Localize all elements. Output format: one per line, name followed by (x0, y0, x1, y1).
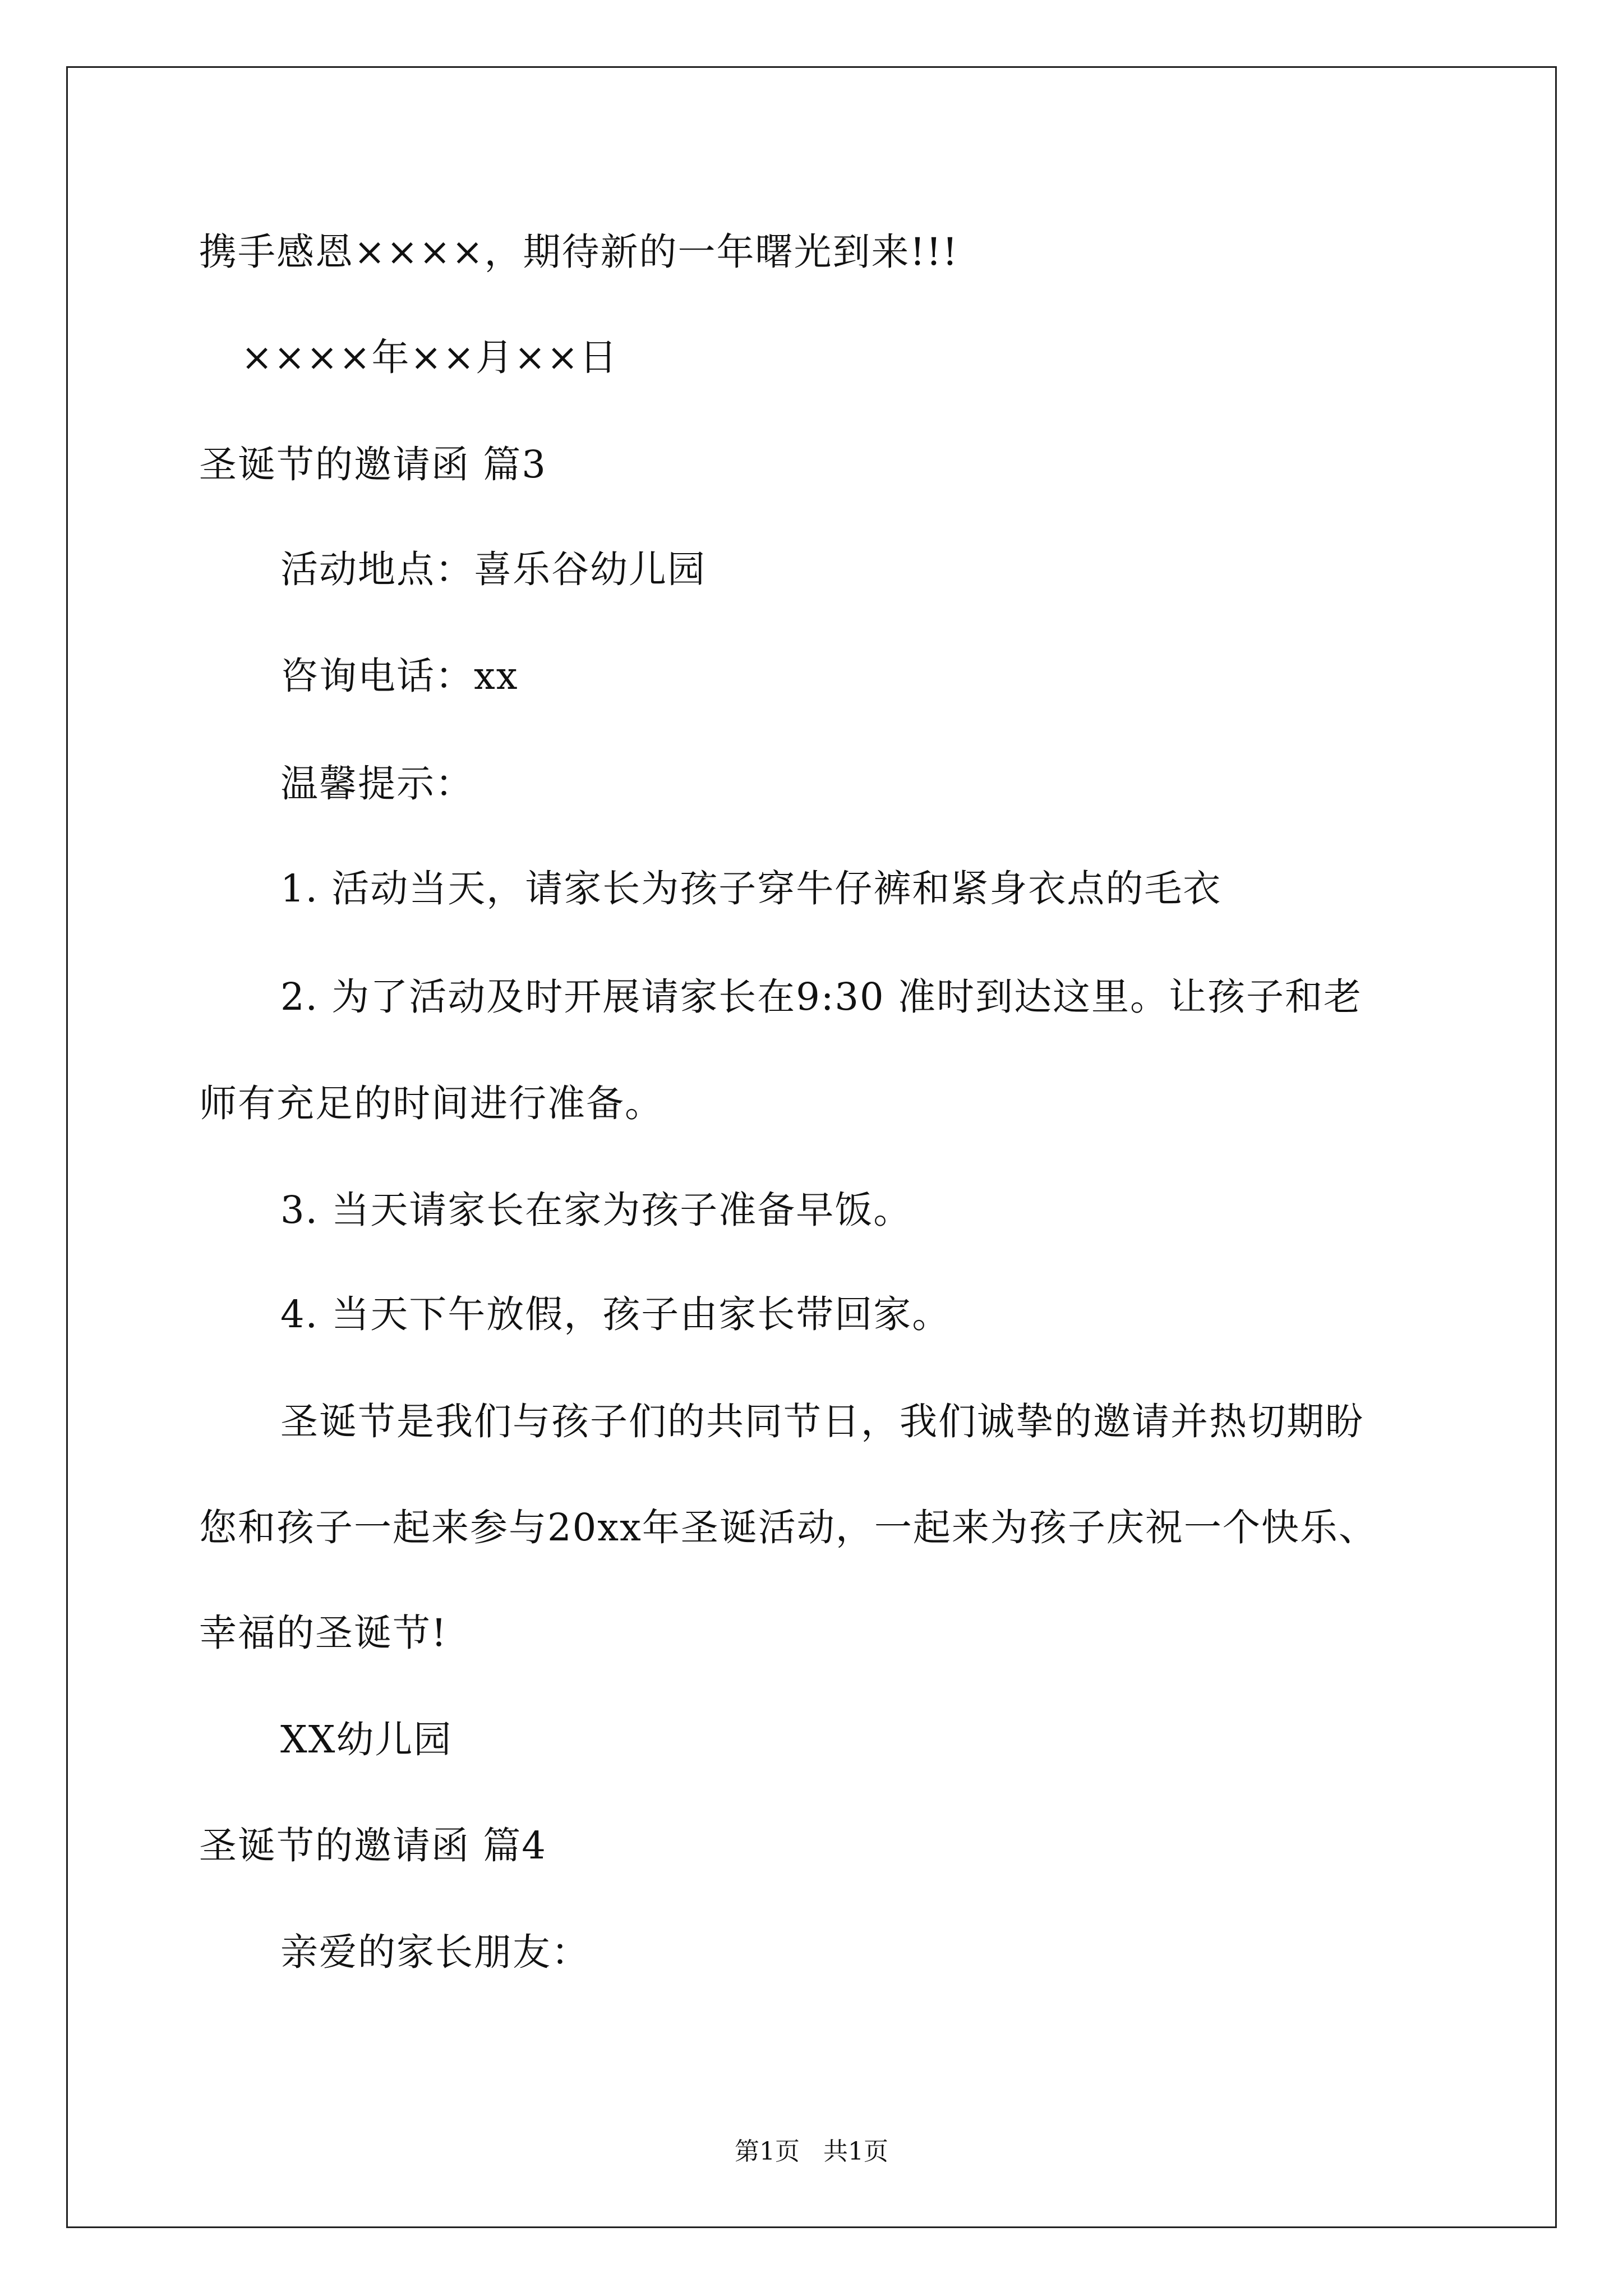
salutation-line: 亲爱的家长朋友： (280, 1930, 590, 1974)
body-text-line: 携手感恩××××，期待新的一年曙光到来!!! (199, 230, 959, 274)
list-item: 2. 为了活动及时开展请家长在9:30 准时到达这里。让孩子和老 (280, 975, 1362, 1019)
list-item: 4. 当天下午放假，孩子由家长带回家。 (280, 1292, 951, 1336)
body-text-line: 温馨提示： (280, 762, 474, 806)
body-text-line: 活动地点：喜乐谷幼儿园 (280, 547, 706, 591)
list-item: 3. 当天请家长在家为孩子准备早饭。 (280, 1188, 912, 1232)
page-footer: 第1页 共1页 (735, 2137, 888, 2166)
body-text-line: 咨询电话：xx (280, 654, 519, 698)
page-frame (66, 66, 1557, 2228)
section-heading: 圣诞节的邀请函 篇4 (199, 1824, 547, 1867)
body-text-line: 圣诞节是我们与孩子们的共同节日，我们诚挚的邀请并热切期盼 (280, 1400, 1364, 1443)
list-item: 1. 活动当天，请家长为孩子穿牛仔裤和紧身衣点的毛衣 (280, 867, 1222, 910)
date-line: ××××年××月××日 (241, 335, 619, 379)
body-text-line: 幸福的圣诞节! (199, 1611, 448, 1655)
body-text-line: 您和孩子一起来参与20xx年圣诞活动，一起来为孩子庆祝一个快乐、 (199, 1506, 1377, 1549)
list-item-continuation: 师有充足的时间进行准备。 (199, 1082, 663, 1125)
section-heading: 圣诞节的邀请函 篇3 (199, 443, 547, 486)
signature-line: XX幼儿园 (280, 1718, 453, 1761)
